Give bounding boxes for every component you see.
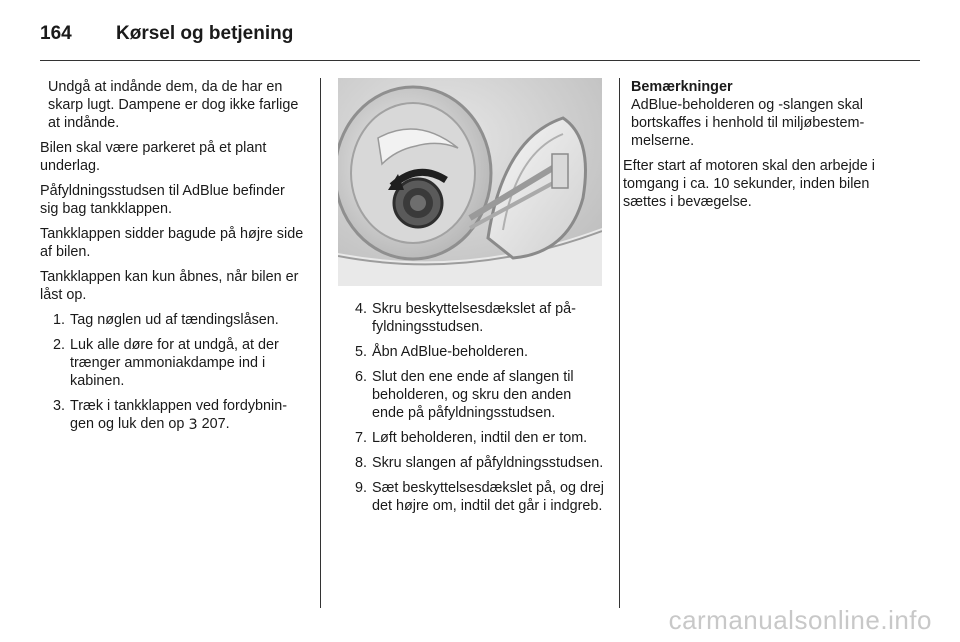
list-item: 5. Åbn AdBlue-beholderen. xyxy=(354,344,529,360)
page-reference-link[interactable]: 207. xyxy=(201,416,230,432)
paragraph-idle: Efter start af motoren skal den arbejde i tomgang i ca. 10 sekunder, inden bilen sættes i bevægelse. xyxy=(623,158,875,210)
page-reference-icon: 3 xyxy=(188,417,198,433)
page-title: Kørsel og betjening xyxy=(116,23,294,44)
page-header xyxy=(40,18,293,50)
note-text: AdBlue-beholderen og -slangen skal bortskaffes i henhold til miljøbestemmelserne. xyxy=(631,97,865,149)
paragraph-filler-location: Påfyldningsstudsen til AdBlue befinder sig bag tankklappen. xyxy=(40,183,285,217)
paragraph-parking: Bilen skal være parkeret på et plant underlag. xyxy=(40,140,267,174)
page-number: 164 xyxy=(40,23,72,44)
fuel-flap-photo xyxy=(338,78,602,286)
list-item: 8. Skru slangen af påfyldningsstudsen. xyxy=(354,455,604,471)
steps-list-1 xyxy=(40,311,305,433)
paragraph-flap-unlock: Tankklappen kan kun åbnes, når bilen er låst op. xyxy=(40,269,299,303)
column-2 xyxy=(345,300,607,522)
column-1 xyxy=(40,78,305,440)
column-divider-left xyxy=(320,78,321,608)
list-item: 9. Sæt beskyttelsesdækslet på, og drej det højre om, indtil det går i indgreb. xyxy=(354,480,604,514)
list-item: 3. Træk i tankklappen ved fordybningen og luk den op 3 207. xyxy=(52,398,288,433)
steps-list-2 xyxy=(345,300,607,515)
list-item: 2. Luk alle døre for at undgå, at der trænger ammoniakdampe ind i kabinen. xyxy=(52,337,279,389)
list-item: 6. Slut den ene ende af slangen til beholderen, og skru den anden ende på påfyldningsstudsen. xyxy=(354,369,574,421)
header-rule xyxy=(40,60,920,61)
list-item: 1. Tag nøglen ud af tændingslåsen. xyxy=(52,312,279,328)
note-block xyxy=(623,78,903,150)
watermark: carmanualsonline.info xyxy=(668,605,932,635)
column-divider-right xyxy=(619,78,620,608)
paragraph-flap-location: Tankklappen sidder bagude på højre side af bilen. xyxy=(40,226,304,260)
note-title: Bemærkninger xyxy=(631,79,733,95)
list-item: 7. Løft beholderen, indtil den er tom. xyxy=(354,430,588,446)
column-3 xyxy=(623,78,903,218)
list-item: 4. Skru beskyttelsesdækslet af påfyldningsstudsen. xyxy=(354,301,576,335)
intro-text: Undgå at indånde dem, da de har en skarp lugt. Dampene er dog ikke farlige at indånde. xyxy=(48,79,299,131)
